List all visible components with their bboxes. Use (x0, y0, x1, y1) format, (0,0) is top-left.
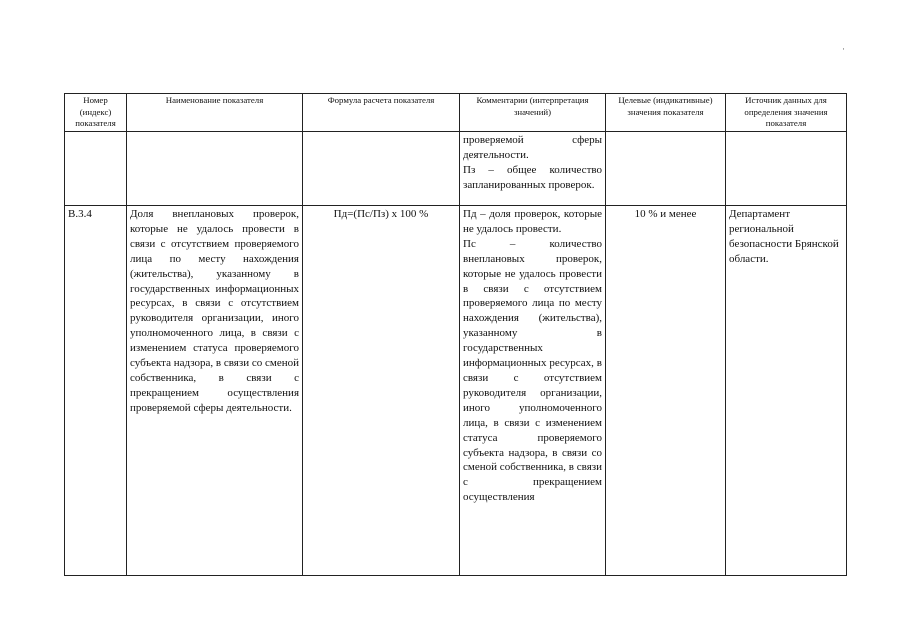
page-mark: · (842, 44, 845, 54)
cell-source: Департамент региональной безопасности Брянской области. (726, 206, 847, 576)
cell-continuation-source (726, 132, 847, 206)
cell-continuation-name (127, 132, 303, 206)
header-source: Источник данных для определения значения показателя (726, 94, 847, 132)
table-row-continuation (65, 132, 847, 206)
header-target: Целевые (индикативные) значения показателя (606, 94, 726, 132)
cell-continuation-target (606, 132, 726, 206)
cell-continuation-formula (303, 132, 460, 206)
header-number: Номер (индекс) показателя (65, 94, 127, 132)
cell-comment (460, 206, 606, 576)
cell-formula: Пд=(Пс/Пз) х 100 % (303, 206, 460, 576)
table-row (65, 206, 847, 576)
header-comment: Комментарии (интерпретация значений) (460, 94, 606, 132)
cell-name: Доля внеплановых проверок, которые не удалось провести в связи с отсутствием проверяемого лица по месту нахождения (жительства), указанному в государственных информационных ресурсах, в связи с отсутствием руководителя организации, иного уполномоченного лица, в связи с изменением статуса проверяемого субъекта надзора, в связи со сменой собственника, в связи с прекращением осуществления проверяемой сферы деятельности. (127, 206, 303, 576)
table-header-row (65, 94, 847, 132)
cell-continuation-number (65, 132, 127, 206)
header-name: Наименование показателя (127, 94, 303, 132)
cell-target: 10 % и менее (606, 206, 726, 576)
indicators-table (64, 93, 847, 576)
comment-text: Пд – доля проверок, которые не удалось провести. Пс – количество внеплановых проверок, которые не удалось провести в связи с отсутствием проверяемого лица по месту нахождения (жительства), указанному в государственных информационных ресурсах, в связи с отсутствием руководителя организации, иного уполномоченного лица, в связи с изменением статуса проверяемого субъекта надзора, в связи со сменой собственника, в связи с прекращением осуществления (463, 208, 602, 504)
header-formula: Формула расчета показателя (303, 94, 460, 132)
continuation-comment-text: проверяемой сферы деятельности. Пз – общее количество запланированных проверок. (463, 134, 602, 191)
cell-number: В.3.4 (65, 206, 127, 576)
cell-continuation-comment (460, 132, 606, 206)
